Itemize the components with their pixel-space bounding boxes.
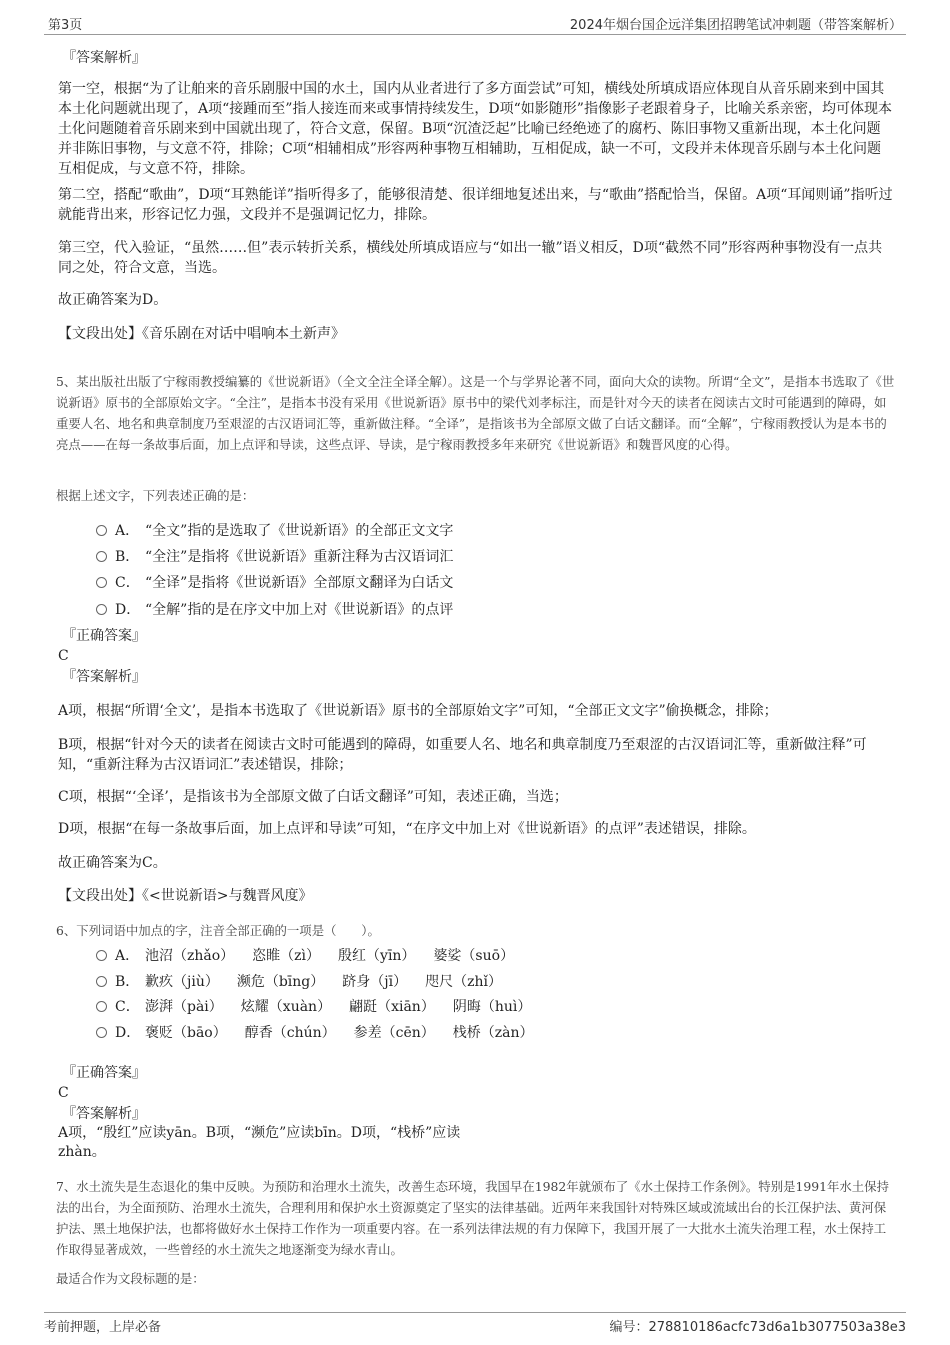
q6-option-a[interactable]: A． 池沼（zhǎo） 恣睢（zì） 殷红（yīn） 婆娑（suō）	[96, 946, 532, 966]
q7-stem: 7、水土流失是生态退化的集中反映。为预防和治理水土流失，改善生态环境，我国早在1982年就颁布了《水土保持工作条例》。特别是1991年水土保持法的出台，为全面预防、治理水土流失，合理利用和保护水土资源奠定了坚实的法律基础。近两年来我国针对特殊区域或流域出台的长江保护法、黄河保护法、黑土地保护法，也都将做好水土保持工作作为一项重要内容。在一系列法律法规的有力保障下，我国开展了一大批水土流失治理工程，水土保持工作取得显著成效，一些曾经的水土流失之地逐渐变为绿水青山。	[56, 1179, 889, 1257]
q5-option-b[interactable]: B． “全注”是指将《世说新语》重新注释为古汉语词汇	[96, 547, 453, 567]
radio-icon[interactable]	[96, 1027, 107, 1038]
radio-icon[interactable]	[96, 1001, 107, 1012]
radio-icon[interactable]	[96, 551, 107, 562]
q4-analysis-p1: 第一空，根据“为了让舶来的音乐剧服中国的水土，国内从业者进行了多方面尝试”可知，横线处所填成语应体现自从音乐剧来到中国其本土化问题就出现了，A项“接踵而至”指人接连而来或事情持续发生，D项“如影随形”指像影子老跟着身子，比喻关系亲密，均可体现本土化问题随着音乐剧来到中国就出现了，符合文意，保留。B项“沉渣泛起”比喻已经绝迹了的腐朽、陈旧事物又重新出现，本土化问题并非陈旧事物，与文意不符，排除；C项“相辅相成”形容两种事物互相辅助，互相促成，缺一不可，文段并未体现音乐剧与本土化问题互相促成，与文意不符，排除。	[58, 81, 892, 177]
q5-answer: C	[58, 648, 69, 664]
q5-analysis-c: C项，根据“‘全译’，是指该书为全部原文做了白话文翻译”可知，表述正确，当选；	[58, 789, 568, 805]
radio-icon[interactable]	[96, 976, 107, 987]
q5-stem: 5、某出版社出版了宁稼雨教授编纂的《世说新语》（全文全注全译全解）。这是一个与学界论著不同，面向大众的读物。所谓“全文”，是指本书选取了《世说新语》原书的全部原始文字。“全注”，是指本书没有采用《世说新语》原书中的梁代刘孝标注，而是针对今天的读者在阅读古文时可能遇到的障碍，如重要人名、地名和典章制度乃至艰涩的古汉语词汇等，重新做注释。“全译”，是指该书为全部原文做了白话文翻译。而“全解”，宁稼雨教授认为是本书的亮点——在每一条故事后面，加上点评和导读，这些点评、导读，是宁稼雨教授多年来研究《世说新语》和魏晋风度的心得。	[56, 374, 895, 452]
radio-icon[interactable]	[96, 950, 107, 961]
q6-analysis-line1: A项，“殷红”应读yān。B项，“濒危”应读bīn。D项，“栈桥”应读	[58, 1125, 461, 1141]
q6-stem: 6、下列词语中加点的字，注音全部正确的一项是（ ）。	[56, 923, 380, 938]
q5-source: 【文段出处】《<世说新语>与魏晋风度》	[58, 888, 313, 904]
q6-answer-label: 『正确答案』	[62, 1065, 146, 1081]
q5-conclusion: 故正确答案为C。	[58, 855, 167, 871]
q4-conclusion: 故正确答案为D。	[58, 292, 168, 308]
q6-analysis-line2: zhàn。	[58, 1144, 106, 1160]
document-title: 2024年烟台国企远洋集团招聘笔试冲刺题（带答案解析）	[569, 18, 902, 33]
q6-analysis-label: 『答案解析』	[62, 1106, 146, 1122]
q6-option-d[interactable]: D． 褒贬（bāo） 醇香（chún） 参差（cēn） 栈桥（zàn）	[96, 1023, 552, 1043]
q5-answer-label: 『正确答案』	[62, 628, 146, 644]
q5-analysis-a: A项，根据“所谓‘全文’，是指本书选取了《世说新语》原书的全部原始文字”可知，“全部正文文字”偷换概念，排除；	[58, 703, 778, 719]
q5-option-d[interactable]: D． “全解”指的是在序文中加上对《世说新语》的点评	[96, 600, 453, 620]
q4-analysis-p2: 第二空，搭配“歌曲”，D项“耳熟能详”指听得多了，能够很清楚、很详细地复述出来，与“歌曲”搭配恰当，保留。A项“耳闻则诵”指听过就能背出来，形容记忆力强，文段并不是强调记忆力，排除。	[58, 187, 893, 223]
q5-analysis-b: B项，根据“针对今天的读者在阅读古文时可能遇到的障碍，如重要人名、地名和典章制度乃至艰涩的古汉语词汇等，重新做注释”可知，“重新注释为古汉语词汇”表述错误，排除；	[58, 737, 867, 773]
q5-analysis-label: 『答案解析』	[62, 669, 146, 685]
q5-option-c[interactable]: C． “全译”是指将《世说新语》全部原文翻译为白话文	[96, 573, 453, 593]
radio-icon[interactable]	[96, 604, 107, 615]
q4-analysis-label: 『答案解析』	[62, 50, 146, 66]
q6-answer: C	[58, 1085, 69, 1101]
radio-icon[interactable]	[96, 577, 107, 588]
q6-option-b[interactable]: B． 歉疚（jiù） 濒危（bīng） 跻身（jī） 咫尺（zhǐ）	[96, 972, 520, 992]
page-number: 第3页	[48, 18, 83, 33]
q5-option-a[interactable]: A． “全文”指的是选取了《世说新语》的全部正文文字	[96, 521, 453, 541]
q6-option-c[interactable]: C． 澎湃（pài） 炫耀（xuàn） 翩跹（xiān） 阴晦（huì）	[96, 997, 549, 1017]
page-header	[44, 14, 906, 35]
q5-question: 根据上述文字，下列表述正确的是：	[56, 488, 255, 503]
document-id: 编号：278810186acfc73d6a1b3077503a38e3	[609, 1320, 906, 1335]
q7-question: 最适合作为文段标题的是：	[56, 1271, 205, 1286]
footer-slogan: 考前押题，上岸必备	[44, 1320, 162, 1335]
q4-analysis-p3: 第三空，代入验证，“虽然……但”表示转折关系，横线处所填成语应与“如出一辙”语义相反，D项“截然不同”形容两种事物没有一点共同之处，符合文意，当选。	[58, 240, 883, 276]
page-footer	[44, 1312, 906, 1335]
q4-source: 【文段出处】《音乐剧在对话中唱响本土新声》	[58, 326, 345, 342]
radio-icon[interactable]	[96, 525, 107, 536]
q5-analysis-d: D项，根据“在每一条故事后面，加上点评和导读”可知，“在序文中加上对《世说新语》的点评”表述错误，排除。	[58, 821, 756, 837]
